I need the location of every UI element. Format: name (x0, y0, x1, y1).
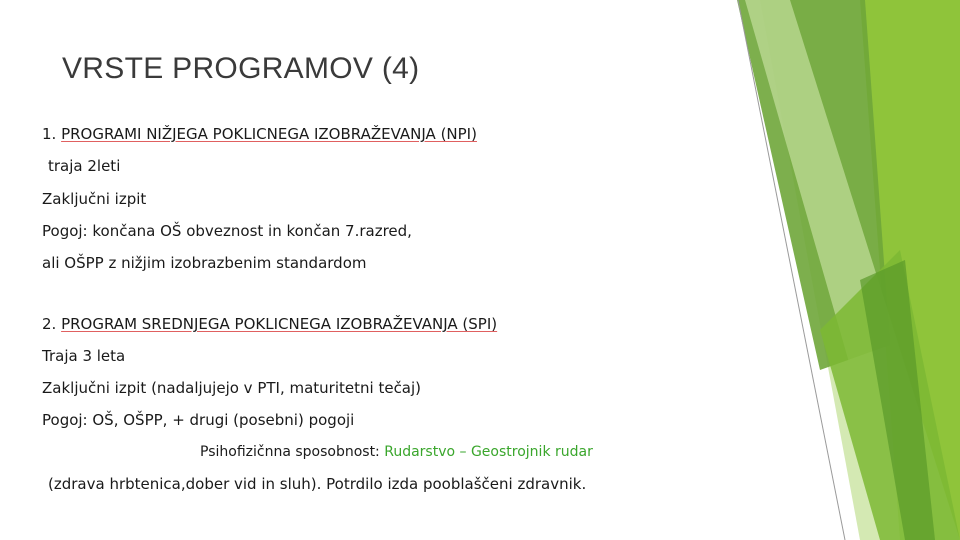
ability-label: Psihofizičnna sposobnost: (200, 444, 380, 460)
ability-highlight: Rudarstvo – Geostrojnik rudar (384, 444, 593, 460)
section1-heading (42, 124, 477, 144)
section2-exam: Zaključni izpit (nadaljujejo v PTI, maturitetni tečaj) (42, 379, 422, 397)
section2-number: 2. (42, 315, 57, 333)
section1-number: 1. (42, 125, 57, 143)
section2-note: (zdrava hrbtenica,dober vid in sluh). Potrdilo izda pooblaščeni zdravnik. (48, 475, 587, 493)
section1-duration: traja 2leti (48, 157, 121, 175)
section2-heading-text: PROGRAM SREDNJEGA POKLICNEGA IZOBRAŽEVANJA (SPI) (61, 315, 498, 333)
section2-duration: Traja 3 leta (42, 347, 126, 365)
section2-heading (42, 314, 497, 334)
section2-ability (200, 442, 593, 462)
section1-heading-text: PROGRAMI NIŽJEGA POKLICNEGA IZOBRAŽEVANJA (NPI) (61, 125, 477, 143)
page-title: VRSTE PROGRAMOV (4) (62, 52, 420, 85)
section1-exam: Zaključni izpit (42, 190, 147, 208)
section1-condition: Pogoj: končana OŠ obveznost in končan 7.razred, (42, 222, 412, 240)
section1-condition-alt: ali OŠPP z nižjim izobrazbenim standardom (42, 254, 367, 272)
section2-condition: Pogoj: OŠ, OŠPP, + drugi (posebni) pogoji (42, 411, 355, 429)
